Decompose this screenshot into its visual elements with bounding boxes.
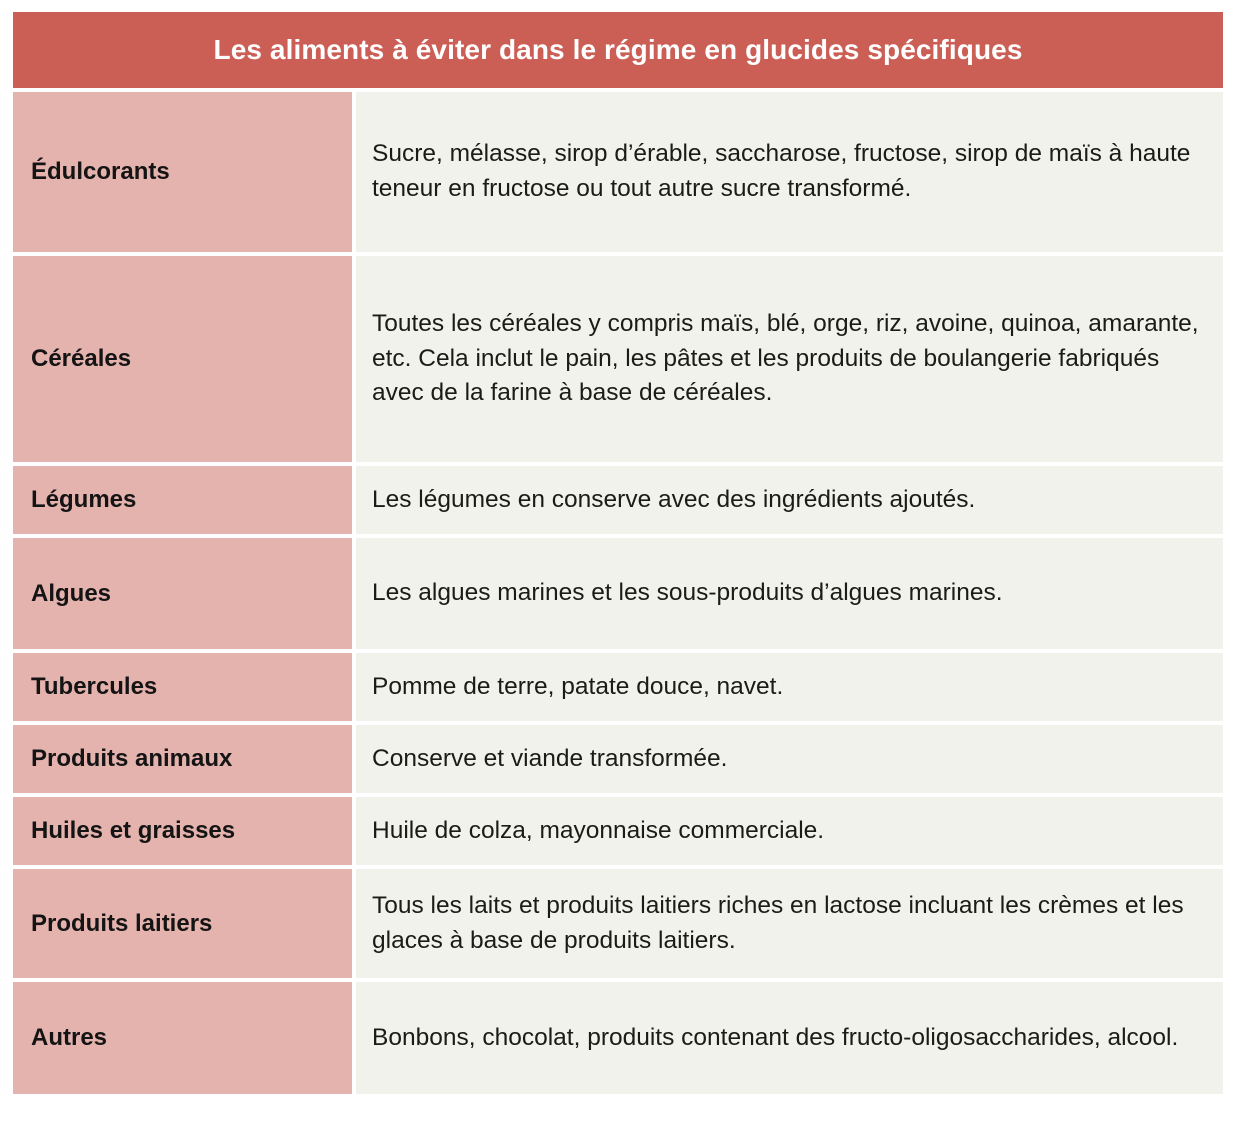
description-cell: Bonbons, chocolat, produits contenant des fructo-oligosaccharides, alcool. [352,978,1223,1094]
table-row [13,649,1223,721]
category-cell: Algues [13,534,352,649]
foods-to-avoid-table [13,12,1223,1094]
table-row [13,978,1223,1094]
category-cell: Produits laitiers [13,865,352,978]
table-row [13,534,1223,649]
table-row [13,865,1223,978]
table-row [13,793,1223,865]
description-cell: Toutes les céréales y compris maïs, blé, orge, riz, avoine, quinoa, amarante, etc. Cela inclut le pain, les pâtes et les produits de boulangerie fabriqués avec de la farine à base de céréales. [352,252,1223,462]
table-row [13,462,1223,534]
description-cell: Les algues marines et les sous-produits d’algues marines. [352,534,1223,649]
category-cell: Produits animaux [13,721,352,793]
table-body [13,88,1223,1094]
category-cell: Tubercules [13,649,352,721]
table-row [13,252,1223,462]
category-cell: Édulcorants [13,88,352,252]
description-cell: Les légumes en conserve avec des ingrédients ajoutés. [352,462,1223,534]
category-cell: Huiles et graisses [13,793,352,865]
description-cell: Conserve et viande transformée. [352,721,1223,793]
description-cell: Pomme de terre, patate douce, navet. [352,649,1223,721]
category-cell: Autres [13,978,352,1094]
table-row [13,88,1223,252]
table-row [13,721,1223,793]
description-cell: Huile de colza, mayonnaise commerciale. [352,793,1223,865]
table-title: Les aliments à éviter dans le régime en glucides spécifiques [13,12,1223,88]
category-cell: Céréales [13,252,352,462]
category-cell: Légumes [13,462,352,534]
description-cell: Tous les laits et produits laitiers riches en lactose incluant les crèmes et les glaces à base de produits laitiers. [352,865,1223,978]
description-cell: Sucre, mélasse, sirop d’érable, saccharose, fructose, sirop de maïs à haute teneur en fructose ou tout autre sucre transformé. [352,88,1223,252]
